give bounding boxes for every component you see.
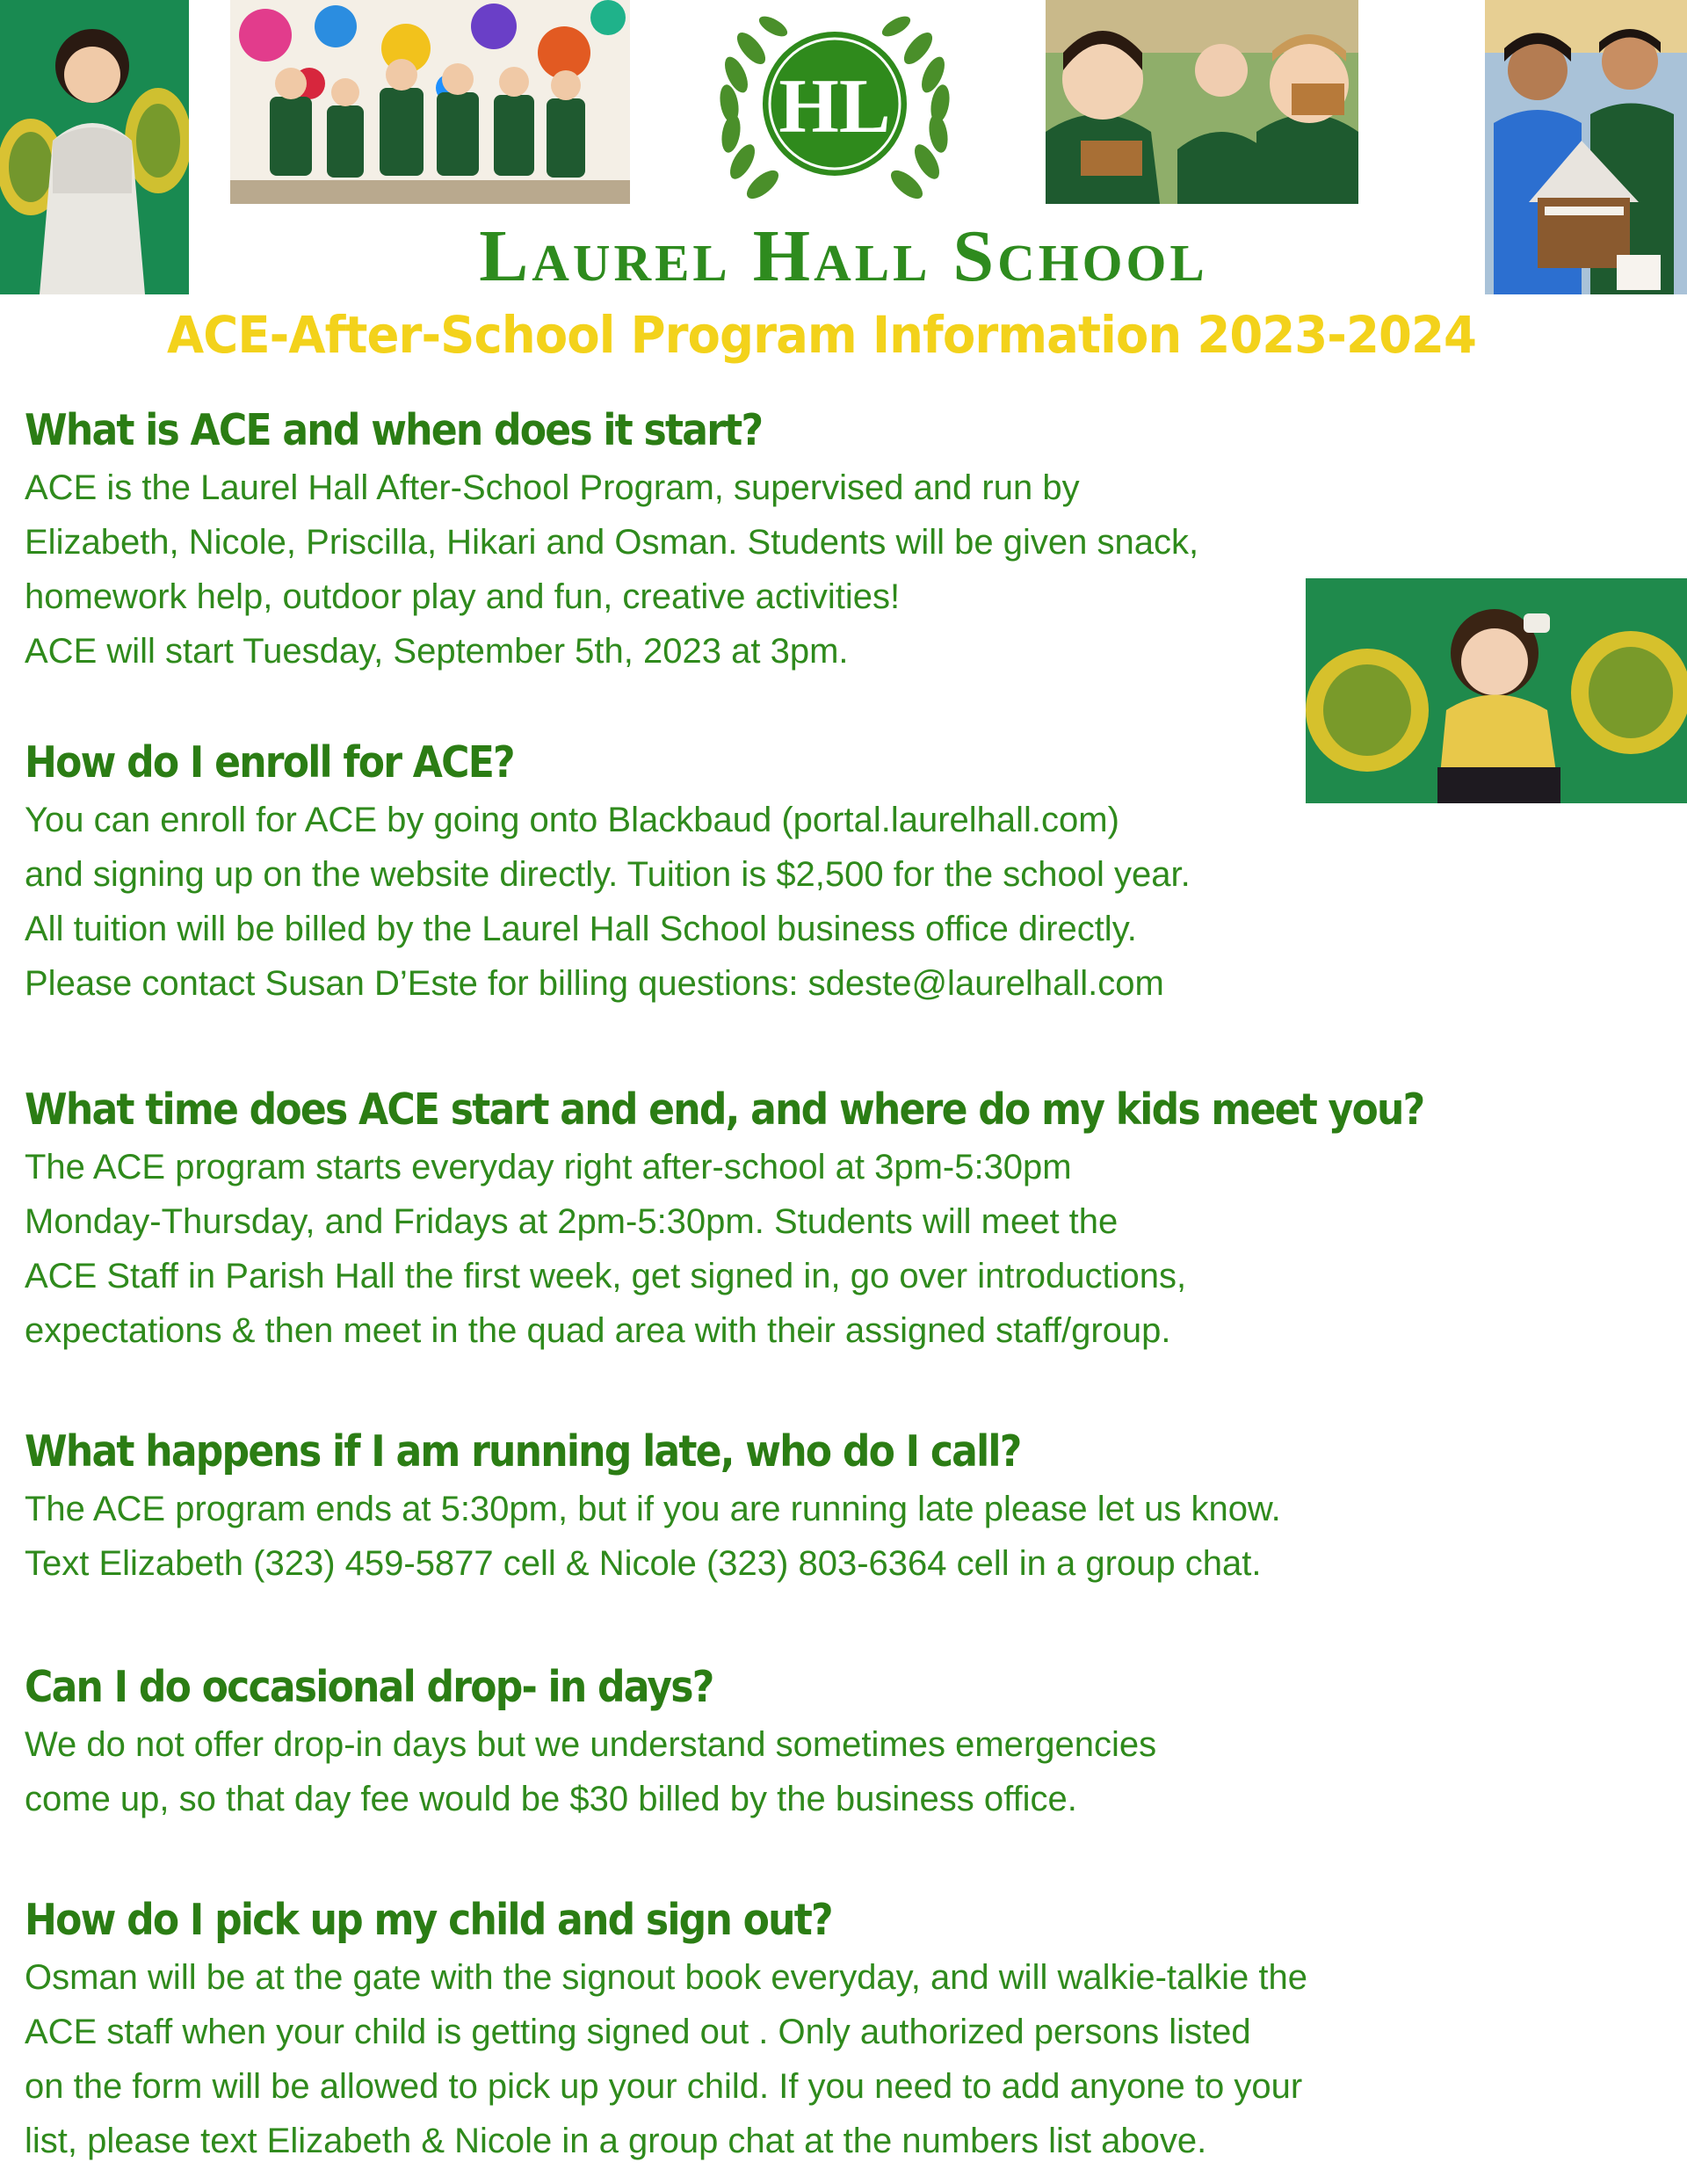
section-line: Elizabeth, Nicole, Priscilla, Hikari and Osman. Students will be given snack, xyxy=(25,523,1199,562)
section-line: come up, so that day fee would be $30 billed by the business office. xyxy=(25,1780,1077,1818)
section-drop-in-days xyxy=(25,1661,1676,1826)
section-line: Text Elizabeth (323) 459-5877 cell & Nicole (323) 803-6364 cell in a group chat. xyxy=(25,1544,1262,1583)
section-pickup-sign-out xyxy=(25,1894,1676,2168)
section-heading: What is ACE and when does it start? xyxy=(25,405,763,455)
laurel-hall-crest-logo xyxy=(668,0,1002,224)
section-line: and signing up on the website directly. Tuition is $2,500 for the school year. xyxy=(25,855,1191,894)
section-heading: What time does ACE start and end, and where do my kids meet you? xyxy=(25,1085,1424,1135)
section-heading: How do I enroll for ACE? xyxy=(25,737,514,787)
section-line: on the form will be allowed to pick up your child. If you need to add anyone to your xyxy=(25,2067,1303,2106)
kids-at-paint-wall-photo xyxy=(230,0,630,204)
section-line: ACE Staff in Parish Hall the first week, get signed in, go over introductions, xyxy=(25,1257,1187,1295)
section-heading: Can I do occasional drop- in days? xyxy=(25,1662,713,1712)
kids-eating-gingerbread-photo xyxy=(1046,0,1358,204)
section-line: The ACE program starts everyday right after-school at 3pm-5:30pm xyxy=(25,1148,1072,1186)
section-line: The ACE program ends at 5:30pm, but if you are running late please let us know. xyxy=(25,1490,1281,1528)
section-line: We do not offer drop-in days but we understand sometimes emergencies xyxy=(25,1725,1157,1764)
section-enroll xyxy=(25,736,1676,1011)
section-line: ACE is the Laurel Hall After-School Program, supervised and run by xyxy=(25,468,1080,507)
section-running-late xyxy=(25,1426,1676,1591)
section-line: Monday-Thursday, and Fridays at 2pm-5:30pm. Students will meet the xyxy=(25,1202,1119,1241)
section-line: All tuition will be billed by the Laurel Hall School business office directly. xyxy=(25,910,1137,948)
section-heading: What happens if I am running late, who do I call? xyxy=(25,1426,1021,1477)
section-times-and-meeting xyxy=(25,1084,1676,1358)
section-line: ACE staff when your child is getting signed out . Only authorized persons listed xyxy=(25,2013,1251,2051)
school-name: Laurel Hall School xyxy=(479,215,1208,297)
section-line: homework help, outdoor play and fun, creative activities! xyxy=(25,577,901,616)
program-title: ACE-After-School Program Information 2023-2024 xyxy=(167,305,1476,365)
section-line: Please contact Susan D’Este for billing questions: sdeste@laurelhall.com xyxy=(25,964,1164,1003)
section-heading: How do I pick up my child and sign out? xyxy=(25,1895,832,1945)
section-line: ACE will start Tuesday, September 5th, 2023 at 3pm. xyxy=(25,632,849,671)
section-line: expectations & then meet in the quad area with their assigned staff/group. xyxy=(25,1311,1171,1350)
logo-monogram: HL xyxy=(778,64,891,149)
section-line: Osman will be at the gate with the signout book everyday, and will walkie-talkie the xyxy=(25,1958,1308,1997)
section-line: list, please text Elizabeth & Nicole in a group chat at the numbers list above. xyxy=(25,2122,1207,2160)
section-what-is-ace xyxy=(25,404,1676,678)
section-line: You can enroll for ACE by going onto Blackbaud (portal.laurelhall.com) xyxy=(25,801,1119,839)
